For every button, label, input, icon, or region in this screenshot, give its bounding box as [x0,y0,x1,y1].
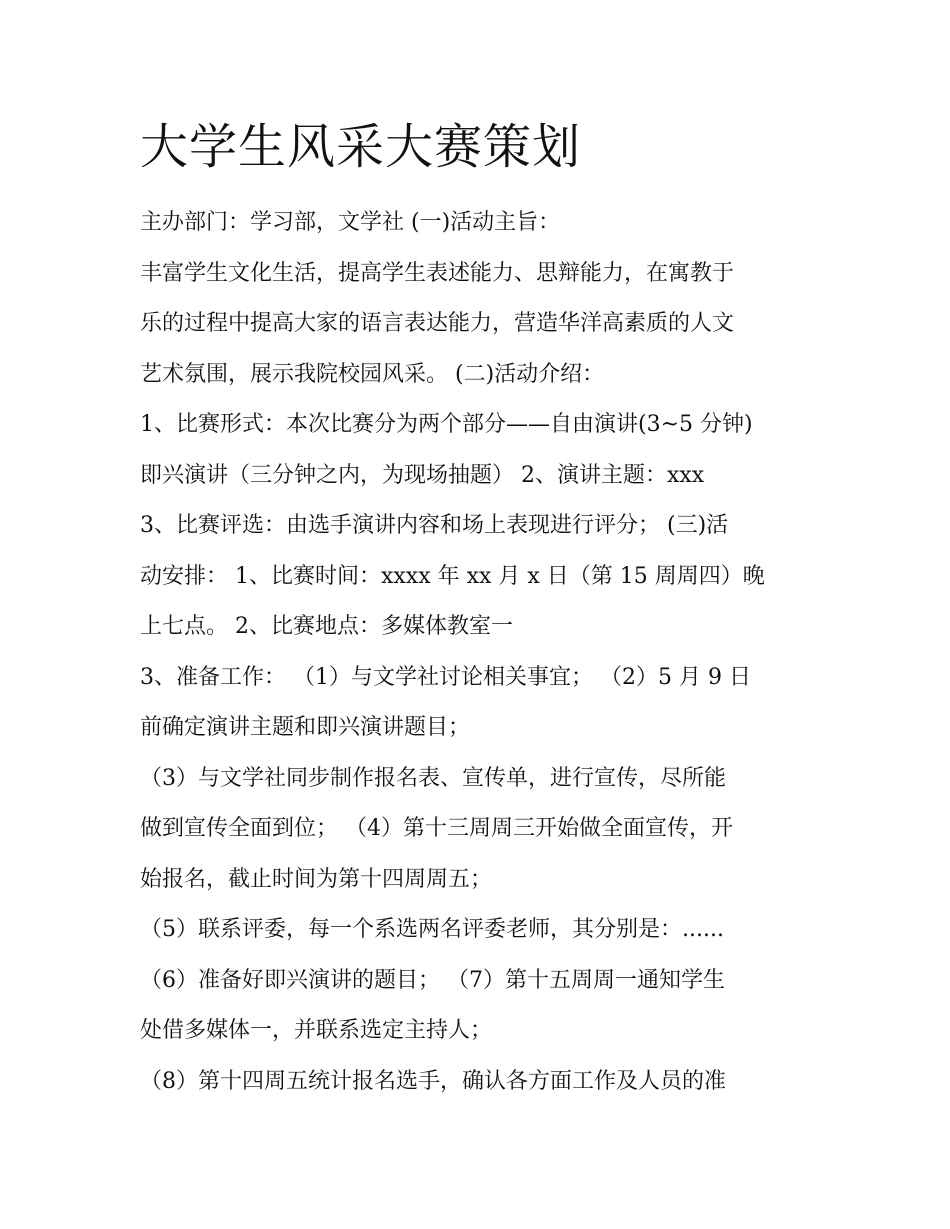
document-body [140,198,820,1107]
body-line-17: 处借多媒体一，并联系选定主持人； [140,1018,493,1043]
body-line-16: （6）准备好即兴演讲的题目； （7）第十五周周一通知学生 [140,967,725,993]
body-line-13: 做到宣传全面到位； （4）第十三周周三开始做全面宣传，开 [140,816,733,841]
body-line-6: 即兴演讲（三分钟之内，为现场抽题） 2、演讲主题：xxx [140,462,705,488]
body-line-4: 艺术氛围，展示我院校园风采。 (二)活动介绍： [140,361,605,387]
body-line-1: 主办部门：学习部，文学社 (一)活动主旨： [140,210,561,235]
body-line-10: 3、准备工作： （1）与文学社讨论相关事宜； （2）5 月 9 日 [140,664,751,690]
body-line-15: （5）联系评委，每一个系选两名评委老师，其分别是：...... [140,917,724,942]
body-line-2: 丰富学生文化生活，提高学生表述能力、思辩能力，在寓教于 [140,260,735,286]
body-line-12: （3）与文学社同步制作报名表、宣传单，进行宣传，尽所能 [140,765,726,791]
body-line-9: 上七点。 2、比赛地点：多媒体教室一 [140,614,513,639]
body-line-5: 1、比赛形式：本次比赛分为两个部分——自由演讲(3~5 分钟) [140,412,753,437]
document-title: 大学生风采大赛策划 [140,119,582,175]
body-line-18: （8）第十四周五统计报名选手，确认各方面工作及人员的准 [140,1068,726,1094]
body-line-7: 3、比赛评选：由选手演讲内容和场上表现进行评分； (三)活 [140,513,729,538]
body-line-11: 前确定演讲主题和即兴演讲题目； [140,715,471,740]
body-line-8: 动安排： 1、比赛时间：xxxx 年 xx 月 x 日（第 15 周周四）晚 [140,563,765,589]
body-line-3: 乐的过程中提高大家的语言表达能力，营造华洋高素质的人文 [140,311,735,336]
body-line-14: 始报名，截止时间为第十四周周五； [140,866,493,892]
